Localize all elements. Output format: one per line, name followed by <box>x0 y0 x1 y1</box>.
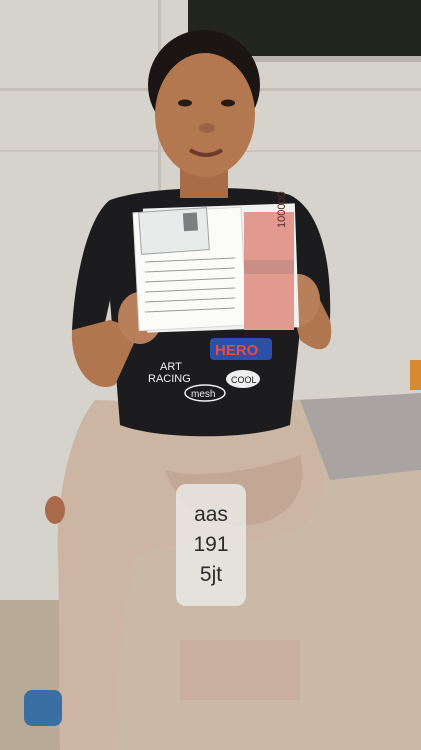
banknote-stripe <box>244 260 294 274</box>
orange-object <box>410 360 421 390</box>
shirt-print-cool: COOL <box>231 375 257 385</box>
sandal <box>24 690 62 726</box>
caption-number: 191 <box>193 533 229 556</box>
left-foot <box>45 496 65 524</box>
id-photo <box>183 212 198 231</box>
id-card <box>139 208 210 255</box>
shirt-print-hero: HERO <box>215 342 259 359</box>
document-stack <box>133 191 299 332</box>
shirt-print-racing: RACING <box>148 373 191 385</box>
shirt-print-art: ART <box>160 361 182 373</box>
caption-amount: 5jt <box>199 563 223 586</box>
left-eye <box>178 100 192 107</box>
right-eye <box>221 100 235 107</box>
nose <box>199 123 215 133</box>
face <box>155 53 255 177</box>
mat-stain <box>180 640 300 700</box>
banknote-denomination: 100000 <box>276 191 288 228</box>
caption-name: aas <box>194 503 228 526</box>
caption-box <box>176 484 246 606</box>
shirt-print-mesh: mesh <box>191 389 216 400</box>
